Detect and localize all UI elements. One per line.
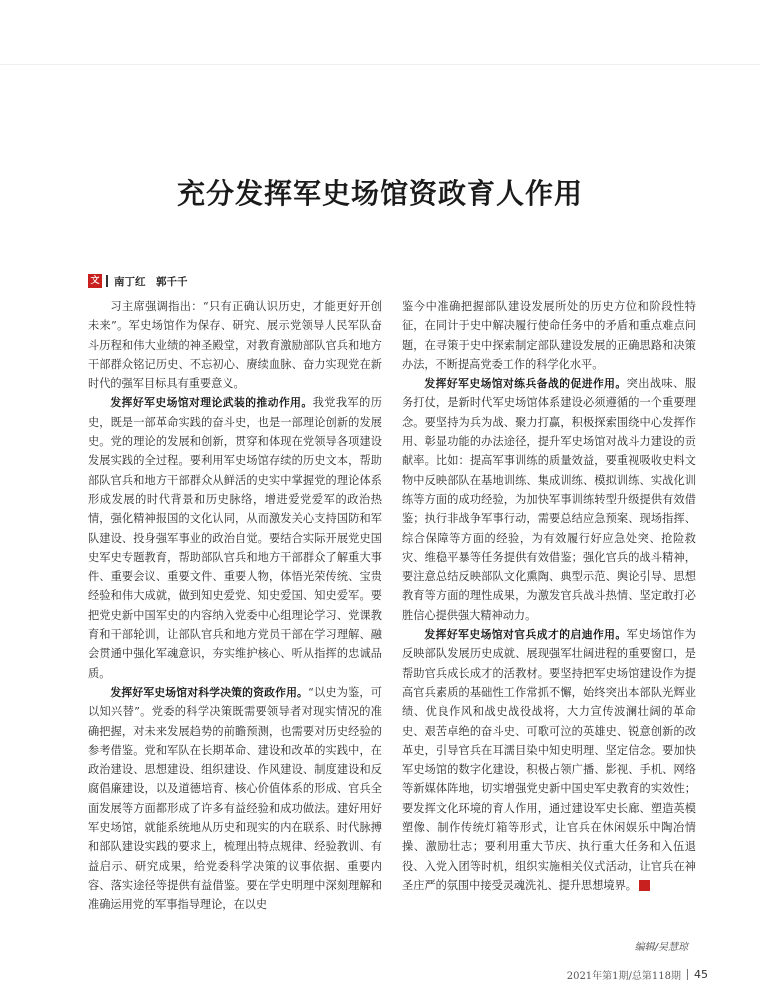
byline-divider bbox=[106, 275, 108, 287]
byline-tag: 文 bbox=[88, 274, 102, 288]
header-rule bbox=[0, 64, 760, 65]
paragraph-lead: 发挥好军史场馆对科学决策的资政作用。 bbox=[110, 685, 309, 699]
paragraph-lead: 发挥好军史场馆对官兵成才的启迪作用。 bbox=[424, 628, 627, 642]
issue-info: 2021年第1期/总第118期 bbox=[566, 971, 681, 982]
byline bbox=[88, 273, 188, 289]
paragraph-lead: 发挥好军史场馆对练兵备战的促进作用。 bbox=[424, 377, 627, 391]
page-number: 45 bbox=[694, 968, 708, 981]
paragraph-body: “以史为鉴，可以知兴替”。党委的科学决策既需要领导者对现实情况的准确把握，对未来发展趋势的前瞻预测，也需要对历史经验的参考借鉴。党和军队在长期革命、建设和改革的实践中，在政治建设、思想建设、组织建设、作风建设、制度建设和反腐倡廉建设，以及道德培育、核心价值体系的形成、官兵全面发展等方面都形成了许多有益经验和成功做法。建好用好军史场馆，就能系统地从历史和现实的内在联系、时代脉搏和部队建设实践的要求上，梳理出特点规律、经验教训、有益启示、研究成果，给党委科学决策的议事依据、重要内容、落实途径等提供有益借鉴。要在学史明理中深刻理解和准确运用党的军事指导理论，在以史 bbox=[88, 685, 382, 912]
paragraph bbox=[88, 683, 382, 915]
paragraph-body: 突出战味、服务打仗，是新时代军史场馆体系建设必须遵循的一个重要理念。要坚持为兵为战、聚力打赢，积极探索围绕中心发挥作用、彰显功能的办法途径，提升军史场馆对战斗力建设的贡献率。比如：提高军事训练的质量效益，要重视吸收史料文物中反映部队在基地训练、集成训练、模拟训练、实战化训练等方面的成功经验，为加快军事训练转型升级提供有效借鉴；执行非战争军事行动，需要总结应急预案、现场指挥、综合保障等方面的经验，为有效履行好应急处突、抢险救灾、维稳平暴等任务提供有效借鉴；强化官兵的战斗精神，要注意总结反映部队文化熏陶、典型示范、舆论引导、思想教育等方面的理性成果，为激发官兵战斗热情、坚定敢打必胜信心提供强大精神动力。 bbox=[402, 377, 696, 622]
paragraph bbox=[402, 374, 696, 625]
editor-credit: 编辑/吴慧琼 bbox=[634, 942, 688, 953]
paragraph: 鉴今中准确把握部队建设发展所处的历史方位和阶段性特征，在同计于史中解决履行使命任务中的矛盾和重点难点问题，在寻策于史中探索制定部队建设发展的正确思路和决策办法，不断提高党委工作的科学化水平。 bbox=[402, 300, 696, 371]
paragraph-body: 我党我军的历史，既是一部革命实践的奋斗史，也是一部理论创新的发展史。党的理论的发展和创新，贯穿和体现在党领导各项建设发展实践的全过程。要利用军史场馆存续的历史文本，帮助部队官兵和地方干部群众从鲜活的史实中掌握党的理论体系形成发展的时代背景和历史脉络，增进爱党爱军的政治热情，强化精神报国的文化认同，从而激发关心支持国防和军队建设、投身强军事业的政治自觉。要结合实际开展党史国史军史专题教育，帮助部队官兵和地方干部群众了解重大事件、重要会议、重要文件、重要人物，体悟光荣传统、宝贵经验和伟大成就，做到知史爱党、知史爱国、知史爱军。要把党史新中国军史的内容纳入党委中心组理论学习、党课教育和干部轮训，让部队官兵和地方党员干部在学习理解、融会贯通中强化军魂意识，夯实维护核心、听从指挥的忠诚品质。 bbox=[88, 396, 382, 680]
paragraph bbox=[88, 393, 382, 682]
paragraph-lead: 发挥好军史场馆对理论武装的推动作用。 bbox=[110, 396, 313, 410]
paragraph bbox=[402, 625, 696, 895]
right-column bbox=[402, 297, 696, 895]
paragraph-body: 军史场馆作为反映部队发展历史成就、展现强军壮阔进程的重要窗口，是帮助官兵成长成才的活教材。要坚持把军史场馆建设作为提高官兵素质的基础性工作常抓不懈，始终突出本部队光辉业绩、优良作风和战史战役战将，大力宣传波澜壮阔的革命史、艰苦卓绝的奋斗史、可歌可泣的英雄史、锐意创新的改革史，引导官兵在耳濡目染中知史明理、坚定信念。要加快军史场馆的数字化建设，积极占领广播、影视、手机、网络等新媒体阵地，切实增强党史新中国史军史教育的实效性；要发挥文化环境的育人作用，通过建设军史长廊、塑造英模塑像、制作传统灯箱等形式，让官兵在休闲娱乐中陶冶情操、激励壮志；要利用重大节庆、执行重大任务和入伍退役、入党入团等时机，组织实施相关仪式活动，让官兵在神圣庄严的氛围中接受灵魂洗礼、提升思想境界。 bbox=[402, 628, 696, 892]
end-mark-icon: G bbox=[639, 880, 650, 891]
byline-authors: 南丁红 郭千千 bbox=[114, 275, 188, 288]
left-column bbox=[88, 297, 382, 915]
page-footer bbox=[567, 967, 708, 982]
article-title: 充分发挥军史场馆资政育人作用 bbox=[176, 177, 583, 210]
footer-divider bbox=[687, 969, 688, 980]
paragraph: 习主席强调指出：“只有正确认识历史，才能更好开创未来”。军史场馆作为保存、研究、展示党领导人民军队奋斗历程和伟大业绩的神圣殿堂，对教育激励部队官兵和地方干部群众铭记历史、不忘初心、赓续血脉、奋力实现党在新时代的强军目标具有重要意义。 bbox=[88, 300, 382, 391]
